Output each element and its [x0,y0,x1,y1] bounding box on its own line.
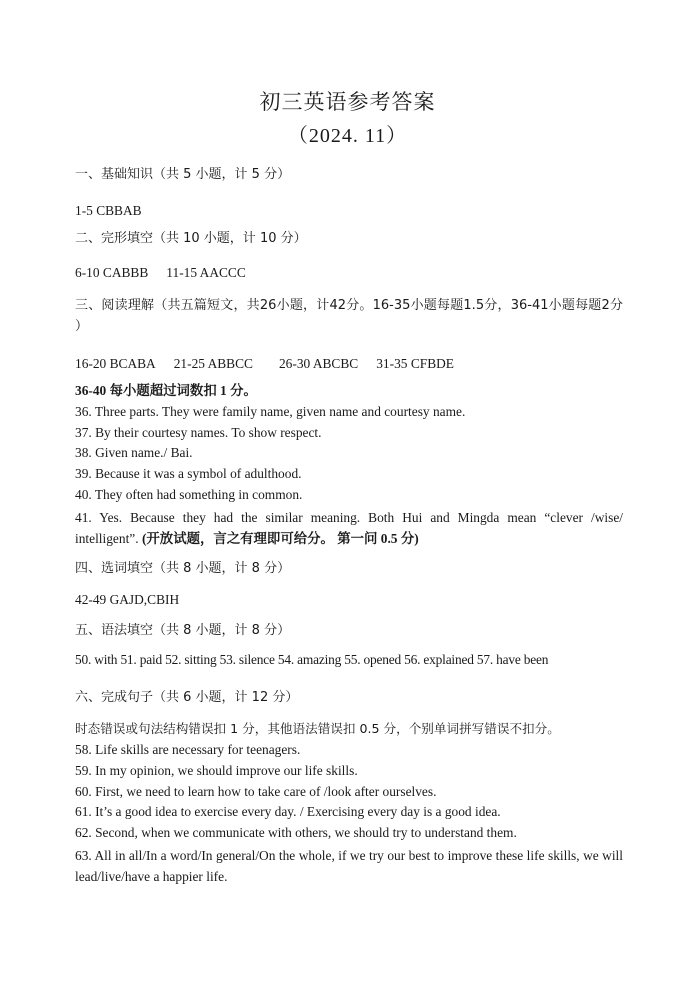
answer-63: 63. All in all/In a word/In general/On the whole, if we try our best to improve these life skills, we will lead/live/have a happier life. [75,848,623,884]
answer-62: 62. Second, when we communicate with others, we should try to understand them. [75,825,517,840]
answer-40: 40. They often had something in common. [75,487,303,502]
page-date: （2024. 11） [287,125,408,147]
answers-16-20: 16-20 BCABA [75,356,156,371]
section-2-heading: 二、完形填空（共 10 小题，计 10 分） [75,231,307,246]
answer-39: 39. Because it was a symbol of adulthood. [75,466,302,481]
page-title: 初三英语参考答案 [259,90,436,114]
section-3-heading: 三、阅读理解（共五篇短文，共26小题，计42分。16-35小题每题1.5分，36-41小题每题2分 ） [75,298,623,334]
section-5-heading: 五、语法填空（共 8 小题，计 8 分） [75,623,291,638]
section-4-heading: 四、选词填空（共 8 小题，计 8 分） [75,561,291,576]
section-5-answers: 50. with 51. paid 52. sitting 53. silence 54. amazing 55. opened 56. explained 57. have been [75,652,549,667]
section-2-answers [75,264,623,281]
answer-37: 37. By their courtesy names. To show respect. [75,425,322,440]
answers-11-15: 11-15 AACCC [166,265,246,280]
section-3-note: 36-40 每小题超过词数扣 1 分。 [75,383,257,398]
answer-36: 36. Three parts. They were family name, given name and courtesy name. [75,404,466,419]
answer-38: 38. Given name./ Bai. [75,445,193,460]
answer-41-text: 41. Yes. Because they had the similar meaning. Both Hui and Mingda mean “clever /wise/ intelligent”. [75,510,623,546]
answer-41-note: (开放试题，言之有理即可给分。 第一问 0.5 分) [141,531,419,546]
answer-58: 58. Life skills are necessary for teenagers. [75,742,301,757]
section-1-answers: 1-5 CBBAB [75,203,142,218]
answers-31-35: 31-35 CFBDE [376,356,454,371]
answer-60: 60. First, we need to learn how to take care of /look after ourselves. [75,784,437,799]
section-6-note: 时态错误或句法结构错误扣 1 分，其他语法错误扣 0.5 分，个别单词拼写错误不扣分。 [75,721,560,736]
answers-26-30: 26-30 ABCBC [278,356,359,371]
answers-21-25: 21-25 ABBCC [173,356,253,371]
section-1-heading: 一、基础知识（共 5 小题，计 5 分） [75,167,291,182]
answer-59: 59. In my opinion, we should improve our life skills. [75,763,358,778]
answer-61: 61. It’s a good idea to exercise every day. / Exercising every day is a good idea. [75,804,501,819]
answer-41 [75,507,623,549]
section-6-heading: 六、完成句子（共 6 小题，计 12 分） [75,690,299,705]
section-3-answers [75,355,623,372]
section-4-answers: 42-49 GAJD,CBIH [75,592,180,607]
answers-6-10: 6-10 CABBB [75,265,149,280]
